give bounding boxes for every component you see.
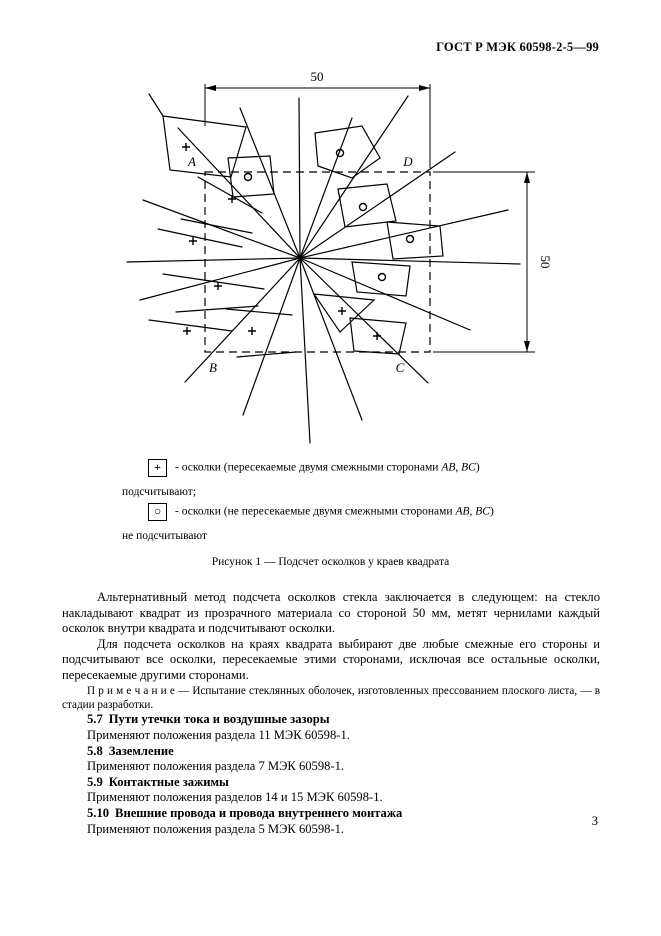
paragraph-edge-counting: Для подсчета осколков на краях квадрата выбирают две любые смежные его стороны и подсчитывают все осколки, пересекаемые этими сторонами, исключая все остальные осколки, пересекаемые другими сторонами.	[62, 636, 600, 682]
section-heading-5-9: 5.9 Контактные зажимы	[87, 774, 229, 789]
corner-label-c: C	[395, 360, 405, 375]
note-text: — Испытание стеклянных оболочек, изготовленных прессованием плоского листа, — в стадии разработки.	[62, 684, 600, 711]
figure-caption: Рисунок 1 — Подсчет осколков у краев квадрата	[211, 556, 450, 568]
legend-counted-verdict: подсчитывают;	[122, 486, 197, 498]
legend-plus-symbol: +	[148, 459, 167, 477]
section-body-5-10: Применяют положения раздела 5 МЭК 60598-1.	[87, 821, 345, 836]
legend-not-counted-verdict: не подсчитывают	[122, 530, 207, 542]
fragment-mark-plus	[373, 332, 381, 340]
section-heading-5-7: 5.7 Пути утечки тока и воздушные зазоры	[87, 712, 330, 727]
fragment-mark-plus	[189, 237, 197, 245]
section-body-5-8: Применяют положения раздела 7 МЭК 60598-1.	[87, 759, 345, 774]
note-label: П р и м е ч а н и е	[87, 684, 175, 697]
fragment-mark-circle	[379, 274, 386, 281]
fragment-mark-plus	[338, 307, 346, 315]
fragment-mark-circle	[360, 204, 367, 211]
fragment-mark-plus	[182, 143, 190, 151]
legend-row-counted	[148, 459, 480, 477]
body-text	[62, 590, 600, 837]
corner-label-a: A	[188, 154, 196, 169]
paragraph-alt-method: Альтернативный метод подсчета осколков стекла заключается в следующем: на стекло накладывают квадрат из прозрачного материала со стороной 50 мм, метят чернилами каждый осколок внутри квадрата и подсчитывают осколки.	[62, 590, 600, 636]
doc-number: ГОСТ Р МЭК 60598-2-5—99	[436, 40, 599, 54]
fragment-mark-plus	[183, 327, 191, 335]
fragment-mark-plus	[214, 282, 222, 290]
fragment-mark-plus	[228, 195, 236, 203]
fragment-mark-circle	[407, 236, 414, 243]
dimension-top-label: 50	[310, 69, 324, 84]
section-body-5-7: Применяют положения раздела 11 МЭК 60598-1.	[87, 727, 350, 742]
legend-not-counted-text: - осколки (не пересекаемые двумя смежными сторонами AB, BC)	[175, 505, 494, 518]
fragment-mark-plus	[248, 327, 256, 335]
section-heading-5-8: 5.8 Заземление	[87, 743, 174, 758]
legend-row-not-counted	[148, 503, 494, 521]
measurement-square	[205, 172, 430, 352]
corner-label-b: B	[209, 360, 217, 375]
legend-circle-symbol: ○	[148, 503, 167, 521]
note-paragraph	[62, 684, 600, 713]
corner-label-d: D	[403, 154, 413, 169]
dimension-right-label: 50	[538, 255, 553, 269]
section-heading-5-10: 5.10 Внешние провода и провода внутреннего монтажа	[87, 805, 403, 820]
page-number: 3	[591, 814, 598, 828]
section-body-5-9: Применяют положения разделов 14 и 15 МЭК 60598-1.	[87, 790, 383, 805]
legend-counted-text: - осколки (пересекаемые двумя смежными сторонами AB, BC)	[175, 461, 480, 474]
figure-diagram	[0, 0, 661, 455]
fragment-mark-circle	[245, 174, 252, 181]
